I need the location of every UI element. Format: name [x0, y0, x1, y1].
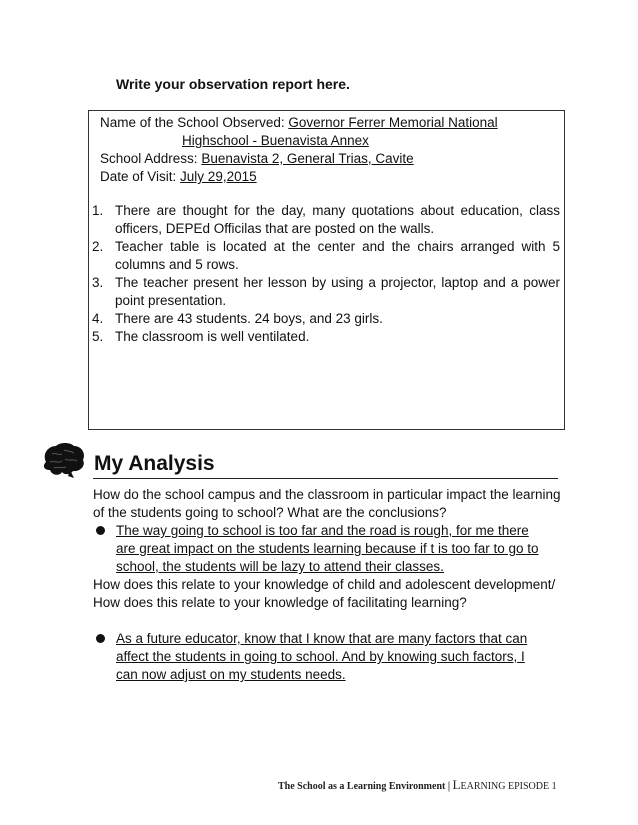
analysis-answer-2 — [93, 630, 533, 684]
brain-icon — [40, 440, 86, 480]
analysis-divider — [93, 478, 558, 479]
answer-2-text: As a future educator, know that I know that are many factors that can affect the students in going to school. And by knowing such factors, I can now adjust on my students needs. — [116, 631, 528, 682]
list-item-number: 2. — [92, 239, 104, 254]
list-item-text: The teacher present her lesson by using a projector, laptop and a power point presentation. — [115, 275, 560, 308]
school-name-row — [100, 114, 498, 132]
analysis-answer-1 — [93, 522, 548, 576]
list-item-number: 4. — [92, 311, 104, 326]
address-row — [100, 150, 498, 168]
answer-1-text: The way going to school is too far and the road is rough, for me there are great impact on the students learning because if t is too far to go to school, the students will be lazy to attend their classes. — [116, 523, 539, 574]
observation-list — [92, 202, 560, 346]
list-item-text: There are 43 students. 24 boys, and 23 girls. — [115, 311, 383, 326]
list-item — [92, 310, 560, 328]
report-heading: Write your observation report here. — [116, 76, 350, 92]
date-value: July 29,2015 — [180, 169, 257, 184]
list-item-text: Teacher table is located at the center and the chairs arranged with 5 columns and 5 rows. — [115, 239, 560, 272]
bullet-icon — [96, 634, 105, 643]
list-item — [92, 328, 560, 346]
footer-cap: L — [452, 777, 461, 792]
list-item — [92, 202, 560, 238]
school-label: Name of the School Observed: — [100, 115, 289, 130]
date-label: Date of Visit: — [100, 169, 181, 184]
list-item-number: 3. — [92, 275, 104, 290]
list-item-text: The classroom is well ventilated. — [115, 329, 310, 344]
date-row — [100, 168, 498, 186]
address-label: School Address: — [100, 151, 202, 166]
page-footer — [278, 777, 557, 793]
analysis-title: My Analysis — [94, 452, 215, 475]
list-item-number: 1. — [92, 203, 104, 218]
analysis-question-2: How does this relate to your knowledge of child and adolescent development/ How does this relate to your knowledge of facilitating learning? — [93, 577, 556, 610]
list-item-text: There are thought for the day, many quotations about education, class officers, DEPEd Officilas that are posted on the walls. — [115, 203, 560, 236]
footer-title: The School as a Learning Environment | — [278, 781, 453, 792]
school-info — [100, 114, 498, 186]
list-item-number: 5. — [92, 329, 104, 344]
bullet-icon — [96, 526, 105, 535]
school-name-row-2 — [100, 132, 498, 150]
list-item — [92, 238, 560, 274]
address-value: Buenavista 2, General Trias, Cavite — [201, 151, 414, 166]
list-item — [92, 274, 560, 310]
analysis-question-1: How do the school campus and the classroom in particular impact the learning of the students going to school? What are the conclusions? — [93, 487, 561, 520]
school-name-line1: Governor Ferrer Memorial National — [288, 115, 498, 130]
school-name-line2: Highschool - Buenavista Annex — [182, 133, 369, 148]
footer-episode: EARNING EPISODE 1 — [460, 781, 557, 792]
